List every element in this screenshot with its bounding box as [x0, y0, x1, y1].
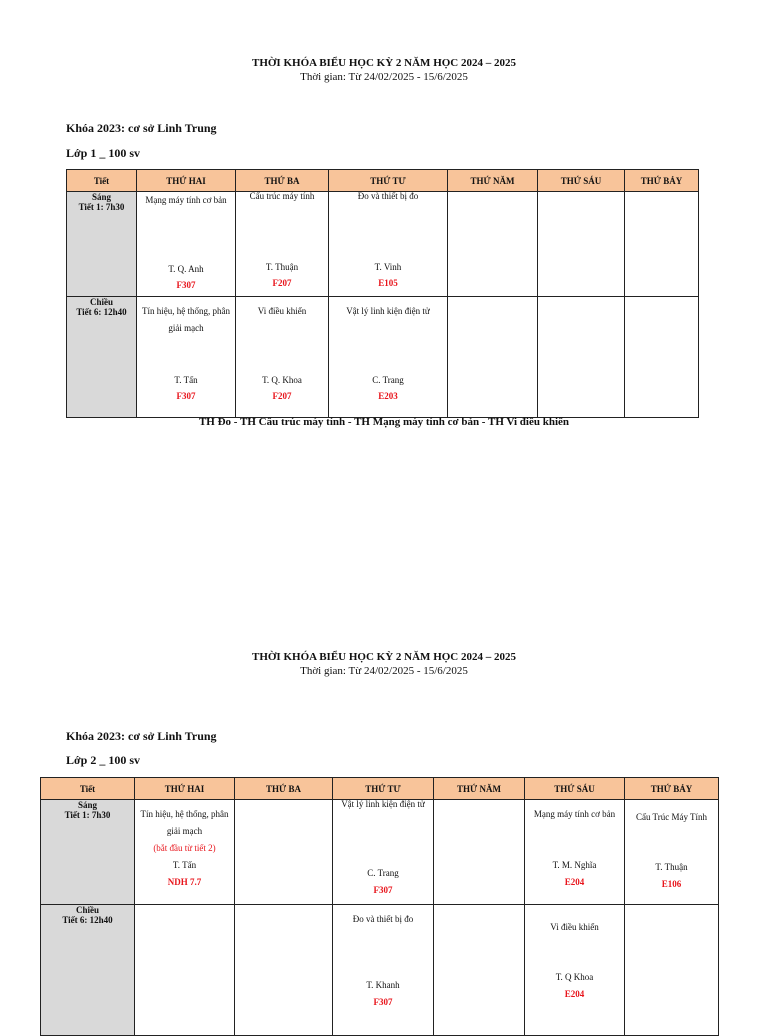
room-code: E105: [378, 278, 398, 288]
morning-row: [67, 192, 699, 297]
col-header-wednesday: THỨ TƯ: [333, 778, 434, 800]
class-cell: [625, 800, 719, 905]
room-code: F207: [272, 391, 292, 401]
class-cell: [137, 297, 236, 418]
morning-session: [41, 800, 135, 905]
teacher-name: T. Tấn: [172, 860, 197, 870]
empty-cell: [448, 192, 538, 297]
subject-name: Vi điều khiển: [550, 922, 599, 932]
class-cell: [236, 297, 329, 418]
timetable: [40, 777, 719, 1036]
room-code: E204: [564, 877, 585, 887]
empty-cell: [235, 800, 333, 905]
col-header-thursday: THỨ NĂM: [448, 170, 538, 192]
start-note: (bắt đầu từ tiết 2): [153, 843, 216, 853]
afternoon-row: [41, 905, 719, 1036]
subject-name: Đo và thiết bị đo: [352, 914, 414, 924]
subject-name: Vật lý linh kiện điện tử: [346, 306, 430, 316]
afternoon-session: [67, 297, 137, 418]
empty-cell: [625, 905, 719, 1036]
empty-cell: [538, 297, 625, 418]
empty-cell: [434, 800, 525, 905]
col-header-tuesday: THỨ BA: [235, 778, 333, 800]
session-label: Sáng: [91, 192, 111, 202]
class-cell: [329, 192, 448, 297]
teacher-name: T. Thuận: [655, 862, 688, 872]
teacher-name: C. Trang: [372, 375, 404, 385]
col-header-monday: THỨ HAI: [137, 170, 236, 192]
session-label: Chiều: [75, 905, 99, 915]
morning-row: [41, 800, 719, 905]
empty-cell: [448, 297, 538, 418]
subject-name: Tín hiệu, hệ thống, phân giải mạch: [140, 809, 229, 836]
col-header-saturday: THỨ BẢY: [625, 170, 699, 192]
teacher-name: T. Q. Anh: [168, 264, 204, 274]
session-time: Tiết 6: 12h40: [62, 915, 113, 925]
schedule-title: THỜI KHÓA BIỂU HỌC KỲ 2 NĂM HỌC 2024 – 2025: [251, 57, 517, 69]
room-code: F307: [176, 391, 196, 401]
room-code: F307: [176, 280, 196, 290]
timetable: [66, 169, 699, 418]
col-header-friday: THỨ SÁU: [538, 170, 625, 192]
practice-note: TH Đo - TH Cấu trúc máy tính - TH Mạng máy tính cơ bản - TH Vi điều khiển: [198, 416, 570, 428]
course-heading: Khóa 2023: cơ sở Linh Trung: [66, 729, 217, 743]
teacher-name: T. Q. Khoa: [262, 375, 302, 385]
room-code: NDH 7.7: [167, 877, 202, 887]
teacher-name: T. Q Khoa: [555, 972, 594, 982]
class-cell: [333, 905, 434, 1036]
col-header-friday: THỨ SÁU: [525, 778, 625, 800]
teacher-name: T. Khanh: [366, 980, 400, 990]
empty-cell: [625, 192, 699, 297]
empty-cell: [625, 297, 699, 418]
class-cell: [135, 800, 235, 905]
afternoon-session: [41, 905, 135, 1036]
teacher-name: T. Thuận: [265, 262, 299, 272]
col-header-monday: THỨ HAI: [135, 778, 235, 800]
room-code: E203: [378, 391, 398, 401]
subject-name: Tín hiệu, hệ thống, phân giải mạch: [142, 306, 230, 333]
col-header-period: Tiết: [67, 170, 137, 192]
teacher-name: T. Vinh: [374, 262, 402, 272]
empty-cell: [538, 192, 625, 297]
afternoon-row: [67, 297, 699, 418]
col-header-period: Tiết: [41, 778, 135, 800]
class-cell: [333, 800, 434, 905]
empty-cell: [434, 905, 525, 1036]
room-code: F307: [373, 997, 393, 1007]
subject-name: Mạng máy tính cơ bản: [145, 195, 227, 205]
subject-name: Mạng máy tính cơ bản: [533, 809, 616, 819]
teacher-name: T. Tấn: [174, 375, 198, 385]
subject-name: Vi điều khiển: [257, 306, 307, 316]
subject-name: Vật lý linh kiện điện tử: [341, 799, 425, 809]
class-cell: [137, 192, 236, 297]
teacher-name: T. M. Nghĩa: [552, 860, 597, 870]
schedule-title: THỜI KHÓA BIỂU HỌC KỲ 2 NĂM HỌC 2024 – 2025: [251, 651, 517, 663]
session-time: Tiết 1: 7h30: [78, 202, 125, 212]
class-cell: [329, 297, 448, 418]
room-code: F207: [272, 278, 292, 288]
empty-cell: [235, 905, 333, 1036]
session-time: Tiết 6: 12h40: [76, 307, 127, 317]
col-header-saturday: THỨ BẢY: [625, 778, 719, 800]
room-code: E204: [564, 989, 585, 999]
class-heading: Lớp 1 _ 100 sv: [66, 146, 140, 160]
room-code: E106: [661, 879, 682, 889]
subject-name: Cấu trúc máy tính: [249, 191, 315, 201]
course-heading: Khóa 2023: cơ sở Linh Trung: [66, 121, 217, 135]
schedule-period: Thời gian: Từ 24/02/2025 - 15/6/2025: [300, 71, 468, 83]
teacher-name: C. Trang: [367, 868, 399, 878]
class-cell: [236, 192, 329, 297]
room-code: F307: [373, 885, 393, 895]
morning-session: [67, 192, 137, 297]
subject-name: Đo và thiết bị đo: [357, 191, 419, 201]
class-heading: Lớp 2 _ 100 sv: [66, 753, 140, 767]
session-time: Tiết 1: 7h30: [64, 810, 111, 820]
session-label: Sáng: [77, 800, 97, 810]
empty-cell: [135, 905, 235, 1036]
class-cell: [525, 905, 625, 1036]
schedule-period: Thời gian: Từ 24/02/2025 - 15/6/2025: [300, 665, 468, 677]
col-header-tuesday: THỨ BA: [236, 170, 329, 192]
class-cell: [525, 800, 625, 905]
subject-name: Cấu Trúc Máy Tính: [635, 812, 708, 822]
session-label: Chiều: [89, 297, 113, 307]
col-header-thursday: THỨ NĂM: [434, 778, 525, 800]
col-header-wednesday: THỨ TƯ: [329, 170, 448, 192]
